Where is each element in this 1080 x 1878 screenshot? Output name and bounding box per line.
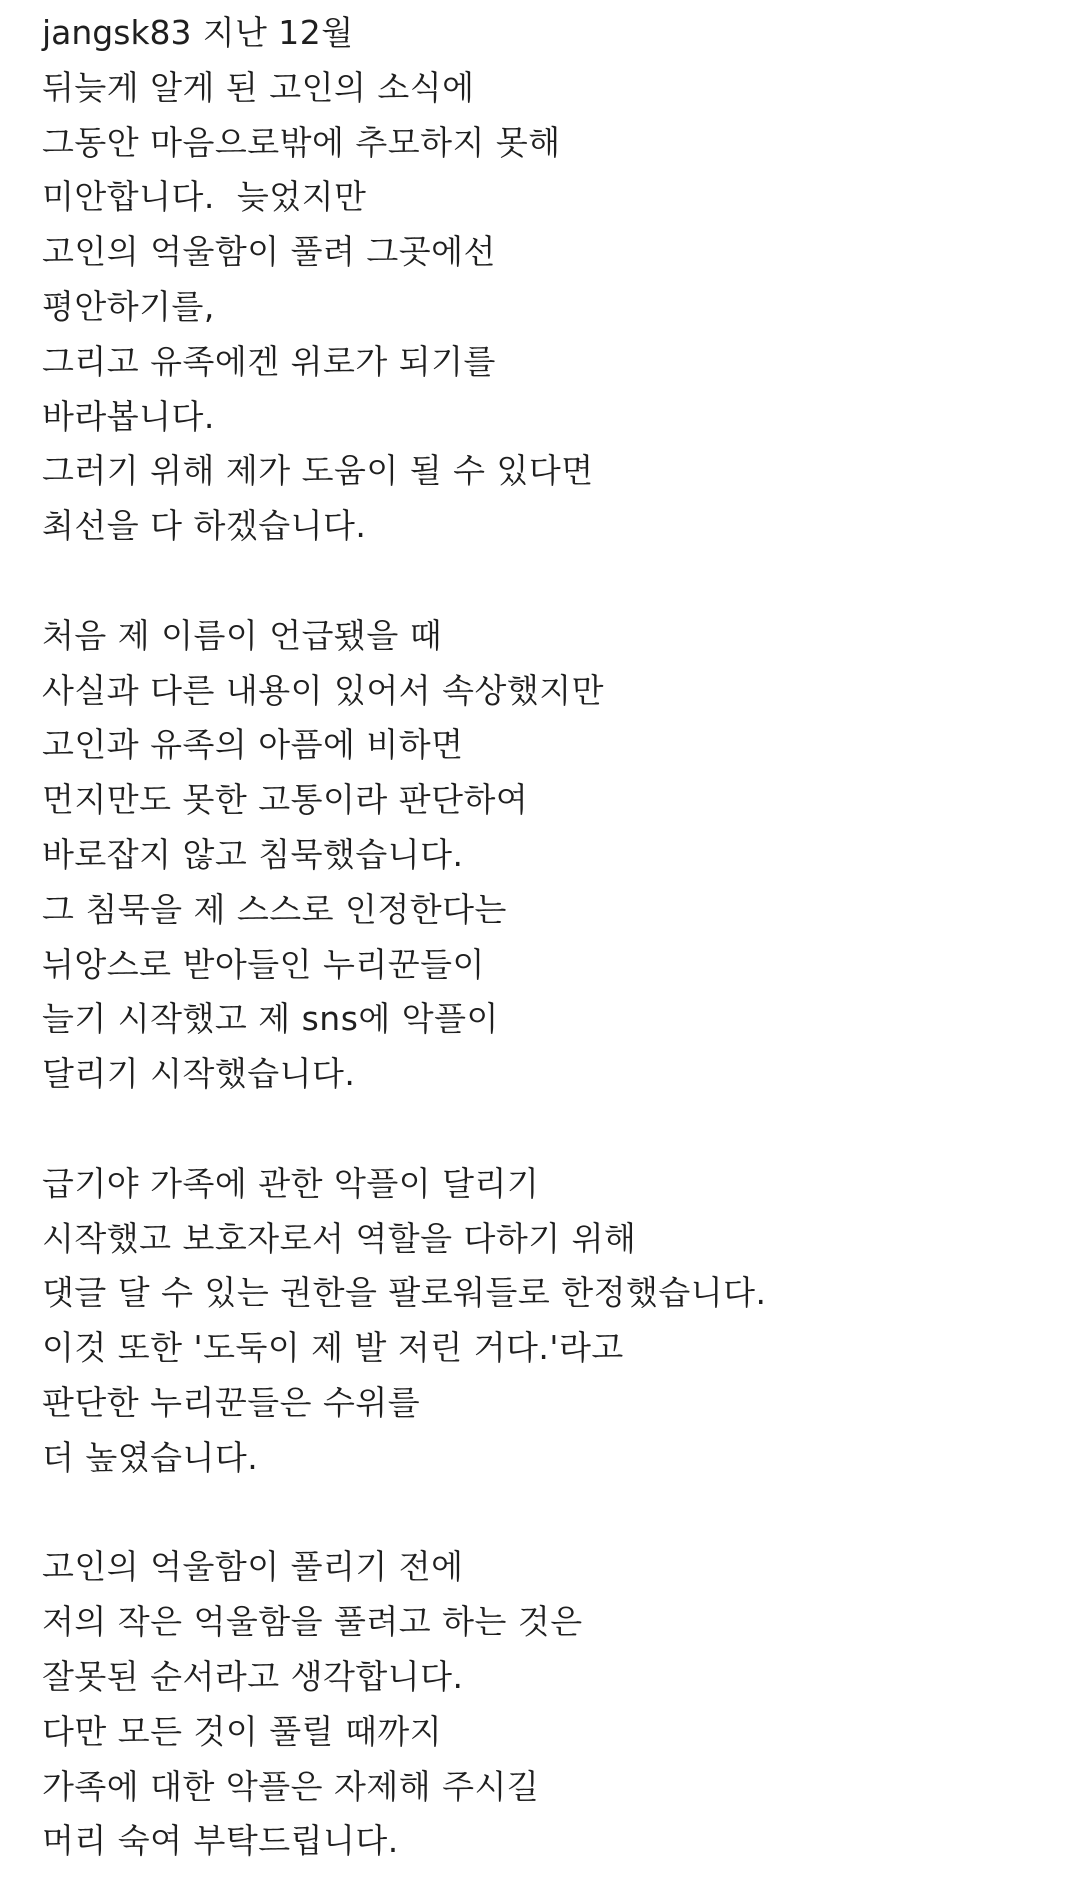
caption-line: 고인의 억울함이 풀리기 전에 [42, 1547, 464, 1587]
caption-line: 잘못된 순서라고 생각합니다. [42, 1656, 464, 1696]
caption-line: 평안하기를, [42, 286, 215, 326]
caption-line: 늘기 시작했고 제 sns에 악플이 [42, 999, 499, 1039]
caption-line: 그러기 위해 제가 도움이 될 수 있다면 [42, 451, 594, 491]
caption-line: 판단한 누리꾼들은 수위를 [42, 1382, 421, 1422]
caption-line: 바로잡지 않고 침묵했습니다. [42, 834, 464, 874]
paragraph-1 [42, 61, 1060, 554]
caption-line: 시작했고 보호자로서 역할을 다하기 위해 [42, 1218, 637, 1258]
paragraph-spacer [42, 1102, 1060, 1157]
post-timestamp: 지난 12월 [202, 13, 354, 52]
caption-line: 처음 제 이름이 언급됐을 때 [42, 615, 443, 655]
paragraph-4 [42, 1540, 1060, 1869]
caption-line: 먼지만도 못한 고통이라 판단하여 [42, 780, 529, 820]
paragraph-2 [42, 609, 1060, 1102]
caption-line: 달리기 시작했습니다. [42, 1054, 356, 1094]
caption-line: 고인의 억울함이 풀려 그곳에선 [42, 232, 496, 272]
post-caption [42, 6, 1060, 1869]
caption-line: 이것 또한 '도둑이 제 발 저린 거다.'라고 [42, 1328, 624, 1368]
caption-line: 최선을 다 하겠습니다. [42, 506, 367, 546]
caption-line: 뒤늦게 알게 된 고인의 소식에 [42, 67, 475, 107]
caption-line: 그 침묵을 제 스스로 인정한다는 [42, 889, 507, 929]
caption-line: 뉘앙스로 받아들인 누리꾼들이 [42, 944, 485, 984]
caption-line: 저의 작은 억울함을 풀려고 하는 것은 [42, 1602, 583, 1642]
post-header [42, 6, 1060, 61]
caption-line: 그리고 유족에겐 위로가 되기를 [42, 341, 496, 381]
caption-line: 바라봅니다. [42, 396, 215, 436]
paragraph-3 [42, 1157, 1060, 1486]
caption-line: 사실과 다른 내용이 있어서 속상했지만 [42, 670, 605, 710]
paragraph-spacer [42, 554, 1060, 609]
caption-line: 다만 모든 것이 풀릴 때까지 [42, 1711, 443, 1751]
username[interactable]: jangsk83 [42, 13, 192, 52]
paragraph-spacer [42, 1486, 1060, 1541]
caption-line: 댓글 달 수 있는 권한을 팔로워들로 한정했습니다. [42, 1273, 767, 1313]
caption-line: 머리 숙여 부탁드립니다. [42, 1821, 399, 1861]
caption-line: 급기야 가족에 관한 악플이 달리기 [42, 1163, 540, 1203]
caption-line: 그동안 마음으로밖에 추모하지 못해 [42, 122, 561, 162]
caption-line: 고인과 유족의 아픔에 비하면 [42, 725, 464, 765]
caption-line: 미안합니다. 늦었지만 [42, 177, 367, 217]
caption-line: 더 높였습니다. [42, 1437, 259, 1477]
caption-line: 가족에 대한 악플은 자제해 주시길 [42, 1766, 540, 1806]
